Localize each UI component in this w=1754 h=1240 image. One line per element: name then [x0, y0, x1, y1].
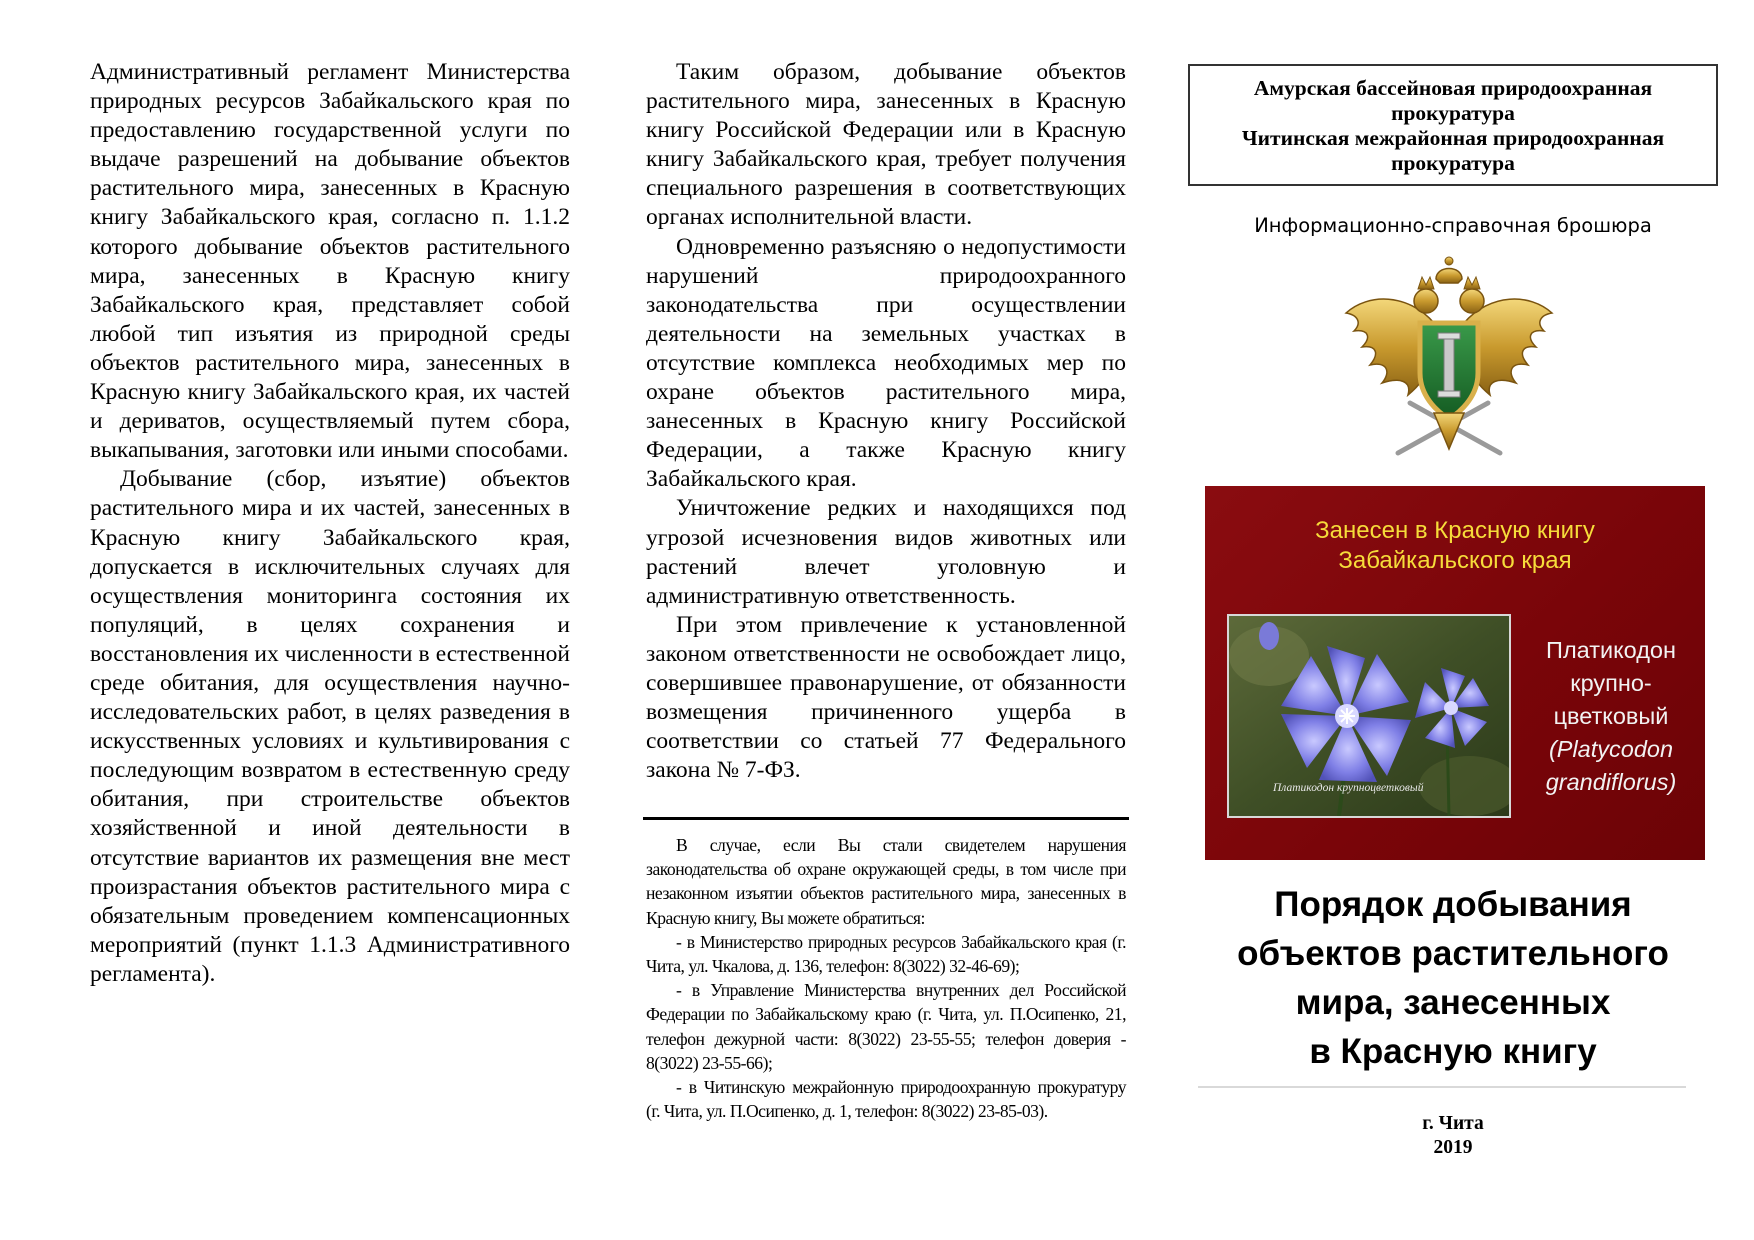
title-line: Порядок добывания	[1274, 885, 1632, 924]
city-label: г. Чита	[1422, 1113, 1484, 1134]
organization-header	[1188, 64, 1718, 186]
title-line: в Красную книгу	[1309, 1032, 1597, 1071]
plant-latin-line: (Platycodon	[1548, 736, 1674, 762]
plant-name	[1523, 634, 1699, 799]
red-book-heading-line: Занесен в Красную книгу	[1315, 517, 1595, 544]
paragraph: Административный регламент Министерства природных ресурсов Забайкальского края по предоставлению государственной услуги по выдаче разрешений на добывание объектов растительного мира, занесенных в Красную книгу Забайкальского края, согласно п. 1.1.2 которого добывание объектов растительного мира, занесенных в Красную книгу Забайкальского края, представляет собой любой тип изъятия из природной среды объектов растительного мира, занесенных в Красную книгу Забайкальского края, их частей и дериватов, осуществляемый путем сбора, выкапывания, заготовки или иными способами.	[90, 59, 570, 464]
org-name-line: прокуратура	[1391, 101, 1515, 125]
divider-line	[1198, 1086, 1686, 1088]
plant-latin-line: grandiflorus)	[1545, 769, 1677, 795]
red-book-banner	[1205, 486, 1705, 860]
paragraph: Добывание (сбор, изъятие) объектов растительного мира и их частей, занесенных в Красную книгу Забайкальского края, допускается в исключительных случаях для осуществления мониторинга состояния их популяций, в целях сохранения и восстановления их численности в естественной среде обитания, для осуществления научно-исследовательских работ, в целях разведения в искусственных условиях и культивирования с последующим возвратом в естественную среду обитания, при строительстве объектов хозяйственной и иной деятельности в отсутствие вариантов их размещения вне мест произрастания объектов растительного мира с обязательным проведением компенсационных мероприятий (пункт 1.1.3 Административного регламента).	[90, 466, 570, 987]
place-and-year	[1188, 1112, 1718, 1160]
red-book-heading-line: Забайкальского края	[1338, 547, 1572, 574]
contact-notice	[646, 833, 1126, 1123]
paragraph: При этом привлечение к установленной законом ответственности не освобождает лицо, совершившее правонарушение, от обязанности возмещения причиненного ущерба в соответствии со статьей 77 Федерального закона № 7-ФЗ.	[646, 611, 1126, 784]
contact-item: - в Управление Министерства внутренних дел Российской Федерации по Забайкальскому краю (г. Чита, ул. П.Осипенко, 21, телефон дежурной части: 8(3022) 23-55-55; телефон доверия - 8(3022) 23-55-66);	[646, 980, 1126, 1073]
paragraph: Таким образом, добывание объектов растительного мира, занесенных в Красную книгу Российской Федерации или в Красную книгу Забайкальского края, требует получения специального разрешения в соответствующих органах исполнительной власти.	[646, 59, 1126, 231]
notice-intro: В случае, если Вы стали свидетелем нарушения законодательства об охране окружающей среды, в том числе при незаконном изъятии объектов растительного мира, занесенных в Красную книгу, Вы можете обратиться:	[646, 835, 1126, 928]
title-line: мира, занесенных	[1295, 983, 1611, 1022]
red-book-heading	[1205, 516, 1705, 576]
title-line: объектов растительного	[1237, 934, 1669, 973]
divider-line	[643, 817, 1129, 820]
plant-name-line: Платикодон	[1546, 637, 1676, 663]
paragraph: Одновременно разъясняю о недопустимости нарушений природоохранного законодательства при осуществлении деятельности на земельных участках в отсутствие комплекса необходимых мер по охране объектов растительного мира, занесенных в Красную книгу Российской Федерации, а также Красную книгу Забайкальского края.	[646, 233, 1126, 493]
contact-item: - в Министерство природных ресурсов Забайкальского края (г. Чита, ул. Чкалова, д. 136, телефон: 8(3022) 32-46-69);	[646, 931, 1126, 977]
paragraph: Уничтожение редких и находящихся под угрозой исчезновения видов животных или растений влечет уголовную и административную ответственность.	[646, 495, 1126, 609]
org-name-line: прокуратура	[1391, 151, 1515, 175]
org-name-line: Читинская межрайонная природоохранная	[1241, 126, 1665, 150]
brochure-subtitle: Информационно-справочная брошюра	[1254, 214, 1652, 237]
prosecutor-emblem-icon	[1338, 253, 1560, 465]
contact-item: - в Читинскую межрайонную природоохранную прокуратуру (г. Чита, ул. П.Осипенко, д. 1, телефон: 8(3022) 23-85-03).	[646, 1077, 1126, 1122]
middle-column-text	[646, 58, 1126, 785]
plant-name-line: цветковый	[1553, 703, 1669, 729]
year-label: 2019	[1433, 1137, 1473, 1158]
brochure-title	[1188, 880, 1718, 1076]
org-name-line: Амурская бассейновая природоохранная	[1253, 76, 1653, 100]
plant-name-line: крупно-	[1570, 670, 1652, 696]
photo-caption: Платикодон крупноцветковый	[1273, 782, 1424, 794]
left-column-text	[90, 58, 570, 989]
